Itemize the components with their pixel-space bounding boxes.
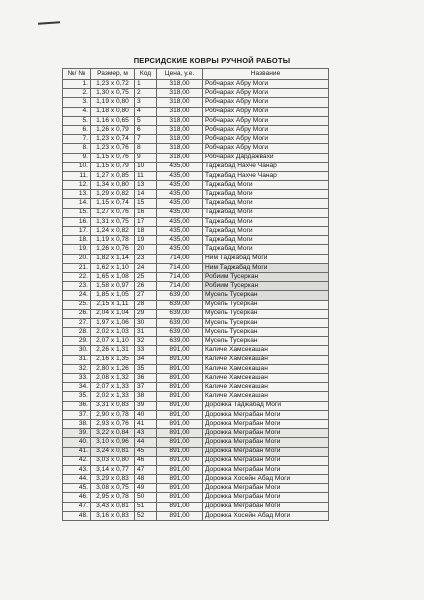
row-price: 435,00 [157, 190, 203, 199]
table-row [63, 392, 329, 401]
row-price: 891,00 [157, 419, 203, 428]
row-name: Ним Таджабад Моги [203, 254, 329, 263]
row-price: 714,00 [157, 263, 203, 272]
carpet-price-table [62, 68, 329, 521]
row-code: 28 [135, 300, 157, 309]
row-size: 1,24 x 0,82 [91, 227, 135, 236]
row-size: 1,34 x 0,80 [91, 181, 135, 190]
row-name: Робчарах Абру Моги [203, 89, 329, 98]
table-row [63, 162, 329, 171]
row-size: 1,16 x 0,65 [91, 116, 135, 125]
row-number: 21. [63, 263, 91, 272]
table-row [63, 291, 329, 300]
row-code: 9 [135, 153, 157, 162]
row-size: 3,14 x 0,77 [91, 465, 135, 474]
row-code: 20 [135, 245, 157, 254]
row-price: 435,00 [157, 171, 203, 180]
row-number: 41. [63, 447, 91, 456]
row-size: 1,27 x 0,76 [91, 208, 135, 217]
row-size: 1,29 x 0,82 [91, 190, 135, 199]
row-number: 27. [63, 318, 91, 327]
row-number: 39. [63, 429, 91, 438]
row-number: 18. [63, 236, 91, 245]
row-price: 891,00 [157, 364, 203, 373]
row-price: 435,00 [157, 208, 203, 217]
column-header-code: Код [135, 69, 157, 80]
row-code: 24 [135, 263, 157, 272]
row-name: Каличе Хамсекашан [203, 355, 329, 364]
row-number: 15. [63, 208, 91, 217]
row-name: Дорожка Хосейн Абад Моги [203, 511, 329, 520]
row-size: 2,15 x 1,11 [91, 300, 135, 309]
row-code: 47 [135, 465, 157, 474]
row-name: Мусель Тусеркан [203, 300, 329, 309]
row-name: Каличе Хамсекашан [203, 383, 329, 392]
row-name: Дорожка Хосейн Абад Моги [203, 475, 329, 484]
table-row [63, 346, 329, 355]
row-code: 45 [135, 447, 157, 456]
row-number: 11. [63, 171, 91, 180]
row-number: 22. [63, 272, 91, 281]
row-price: 435,00 [157, 181, 203, 190]
row-code: 39 [135, 401, 157, 410]
column-header-price: Цена, у.е. [157, 69, 203, 80]
row-name: Дорожка Таджабад Моги [203, 401, 329, 410]
row-size: 1,19 x 0,80 [91, 98, 135, 107]
table-row [63, 217, 329, 226]
row-size: 1,62 x 1,10 [91, 263, 135, 272]
row-size: 2,16 x 1,35 [91, 355, 135, 364]
row-price: 435,00 [157, 162, 203, 171]
row-price: 318,00 [157, 107, 203, 116]
row-size: 2,04 x 1,04 [91, 309, 135, 318]
row-code: 31 [135, 328, 157, 337]
row-name: Таджабад Моги [203, 208, 329, 217]
table-row [63, 419, 329, 428]
table-row [63, 465, 329, 474]
row-price: 435,00 [157, 199, 203, 208]
row-number: 38. [63, 419, 91, 428]
row-name: Робчарах Абру Моги [203, 80, 329, 89]
table-row [63, 80, 329, 89]
column-header-number: №/ № [63, 69, 91, 80]
row-number: 45. [63, 484, 91, 493]
row-price: 639,00 [157, 291, 203, 300]
row-code: 11 [135, 171, 157, 180]
table-row [63, 337, 329, 346]
row-size: 3,24 x 0,81 [91, 447, 135, 456]
row-price: 435,00 [157, 236, 203, 245]
table-row [63, 181, 329, 190]
row-number: 20. [63, 254, 91, 263]
row-price: 891,00 [157, 392, 203, 401]
row-price: 891,00 [157, 511, 203, 520]
row-name: Робчарах Абру Моги [203, 135, 329, 144]
row-price: 435,00 [157, 227, 203, 236]
row-code: 25 [135, 272, 157, 281]
row-size: 2,95 x 0,78 [91, 493, 135, 502]
row-code: 29 [135, 309, 157, 318]
row-price: 318,00 [157, 153, 203, 162]
row-name: Таджабад Моги [203, 227, 329, 236]
row-name: Ним Таджабад Моги [203, 263, 329, 272]
row-name: Робчарах Дардажвахи [203, 153, 329, 162]
row-code: 38 [135, 392, 157, 401]
row-code: 41 [135, 419, 157, 428]
row-code: 48 [135, 475, 157, 484]
table-row [63, 116, 329, 125]
row-code: 4 [135, 107, 157, 116]
row-size: 2,02 x 1,33 [91, 392, 135, 401]
table-row [63, 245, 329, 254]
row-number: 36. [63, 401, 91, 410]
row-price: 891,00 [157, 465, 203, 474]
row-name: Дорожка Меграбан Моги [203, 484, 329, 493]
row-number: 23. [63, 282, 91, 291]
row-number: 3. [63, 98, 91, 107]
table-row [63, 438, 329, 447]
row-name: Дорожка Меграбан Моги [203, 410, 329, 419]
row-price: 318,00 [157, 144, 203, 153]
row-size: 1,30 x 0,75 [91, 89, 135, 98]
row-size: 3,43 x 0,81 [91, 502, 135, 511]
row-size: 2,90 x 0,78 [91, 410, 135, 419]
row-price: 891,00 [157, 447, 203, 456]
table-row [63, 410, 329, 419]
row-name: Мусель Тусеркан [203, 328, 329, 337]
row-size: 1,23 x 0,76 [91, 144, 135, 153]
row-code: 27 [135, 291, 157, 300]
table-row [63, 447, 329, 456]
row-price: 639,00 [157, 337, 203, 346]
row-price: 891,00 [157, 475, 203, 484]
table-row [63, 309, 329, 318]
row-code: 52 [135, 511, 157, 520]
row-number: 17. [63, 227, 91, 236]
row-name: Робчарах Абру Моги [203, 125, 329, 134]
row-number: 9. [63, 153, 91, 162]
row-price: 318,00 [157, 80, 203, 89]
row-size: 2,02 x 1,03 [91, 328, 135, 337]
row-price: 318,00 [157, 89, 203, 98]
row-size: 1,19 x 0,78 [91, 236, 135, 245]
row-price: 435,00 [157, 217, 203, 226]
row-name: Робчарах Абру Моги [203, 98, 329, 107]
table-row [63, 272, 329, 281]
row-name: Робчарах Абру Моги [203, 107, 329, 116]
row-size: 1,15 x 0,76 [91, 153, 135, 162]
table-row [63, 383, 329, 392]
row-code: 15 [135, 199, 157, 208]
table-row [63, 429, 329, 438]
row-number: 30. [63, 346, 91, 355]
row-price: 891,00 [157, 374, 203, 383]
row-price: 318,00 [157, 116, 203, 125]
row-number: 46. [63, 493, 91, 502]
row-size: 3,22 x 0,84 [91, 429, 135, 438]
row-price: 891,00 [157, 401, 203, 410]
row-price: 714,00 [157, 272, 203, 281]
row-code: 5 [135, 116, 157, 125]
table-row [63, 263, 329, 272]
row-name: Дорожка Меграбан Моги [203, 456, 329, 465]
table-row [63, 502, 329, 511]
row-name: Дорожка Меграбан Моги [203, 502, 329, 511]
row-number: 34. [63, 383, 91, 392]
row-size: 1,18 x 0,80 [91, 107, 135, 116]
row-code: 50 [135, 493, 157, 502]
row-size: 1,23 x 0,74 [91, 135, 135, 144]
row-name: Таджабад Нахче Чанар [203, 162, 329, 171]
row-price: 891,00 [157, 456, 203, 465]
row-price: 318,00 [157, 98, 203, 107]
row-number: 42. [63, 456, 91, 465]
row-size: 1,15 x 0,79 [91, 162, 135, 171]
row-number: 1. [63, 80, 91, 89]
row-name: Таджабад Моги [203, 190, 329, 199]
row-size: 3,03 x 0,80 [91, 456, 135, 465]
row-code: 44 [135, 438, 157, 447]
table-row [63, 318, 329, 327]
row-size: 1,23 x 0,72 [91, 80, 135, 89]
row-code: 32 [135, 337, 157, 346]
row-price: 318,00 [157, 125, 203, 134]
row-number: 2. [63, 89, 91, 98]
row-price: 714,00 [157, 254, 203, 263]
row-name: Каличе Хамсекашан [203, 364, 329, 373]
row-code: 43 [135, 429, 157, 438]
table-row [63, 107, 329, 116]
row-size: 2,26 x 1,31 [91, 346, 135, 355]
row-code: 34 [135, 355, 157, 364]
pen-mark [38, 21, 60, 25]
row-price: 435,00 [157, 245, 203, 254]
table-row [63, 282, 329, 291]
row-number: 7. [63, 135, 91, 144]
row-code: 26 [135, 282, 157, 291]
row-name: Робчарах Абру Моги [203, 144, 329, 153]
row-number: 19. [63, 245, 91, 254]
row-name: Мусель Тусеркан [203, 337, 329, 346]
row-price: 891,00 [157, 493, 203, 502]
row-number: 29. [63, 337, 91, 346]
table-row [63, 364, 329, 373]
row-price: 891,00 [157, 355, 203, 364]
row-name: Таджабад Нахче Чанар [203, 171, 329, 180]
table-row [63, 171, 329, 180]
row-price: 891,00 [157, 410, 203, 419]
table-row [63, 355, 329, 364]
table-row [63, 401, 329, 410]
row-code: 3 [135, 98, 157, 107]
row-code: 2 [135, 89, 157, 98]
row-code: 7 [135, 135, 157, 144]
row-code: 49 [135, 484, 157, 493]
row-price: 639,00 [157, 309, 203, 318]
row-code: 19 [135, 236, 157, 245]
row-code: 33 [135, 346, 157, 355]
row-code: 13 [135, 181, 157, 190]
table-row [63, 300, 329, 309]
row-code: 51 [135, 502, 157, 511]
table-row [63, 484, 329, 493]
table-body [63, 80, 329, 521]
table-row [63, 475, 329, 484]
row-size: 1,15 x 0,74 [91, 199, 135, 208]
column-header-size: Размер, м [91, 69, 135, 80]
row-size: 2,93 x 0,76 [91, 419, 135, 428]
row-size: 3,10 x 0,96 [91, 438, 135, 447]
table-row [63, 328, 329, 337]
row-name: Таджабад Моги [203, 199, 329, 208]
row-number: 8. [63, 144, 91, 153]
row-size: 1,58 x 0,97 [91, 282, 135, 291]
row-name: Дорожка Меграбан Моги [203, 429, 329, 438]
row-number: 12. [63, 181, 91, 190]
row-code: 46 [135, 456, 157, 465]
table-row [63, 199, 329, 208]
row-size: 1,97 x 1,06 [91, 318, 135, 327]
row-number: 5. [63, 116, 91, 125]
row-code: 30 [135, 318, 157, 327]
row-size: 3,16 x 0,83 [91, 511, 135, 520]
row-number: 13. [63, 190, 91, 199]
row-name: Каличе Хамсекашан [203, 392, 329, 401]
row-price: 639,00 [157, 300, 203, 309]
row-code: 16 [135, 208, 157, 217]
row-number: 31. [63, 355, 91, 364]
table-row [63, 89, 329, 98]
row-code: 8 [135, 144, 157, 153]
row-name: Дорожка Меграбан Моги [203, 493, 329, 502]
table-row [63, 374, 329, 383]
row-name: Робиим Тусеркан [203, 272, 329, 281]
row-name: Таджабад Моги [203, 245, 329, 254]
row-price: 891,00 [157, 429, 203, 438]
row-name: Дорожка Меграбан Моги [203, 419, 329, 428]
row-size: 1,26 x 0,76 [91, 245, 135, 254]
row-name: Дорожка Меграбан Моги [203, 438, 329, 447]
table-row [63, 227, 329, 236]
row-size: 1,65 x 1,08 [91, 272, 135, 281]
row-price: 714,00 [157, 282, 203, 291]
table-row [63, 125, 329, 134]
row-name: Мусель Тусеркан [203, 318, 329, 327]
row-code: 1 [135, 80, 157, 89]
table-row [63, 456, 329, 465]
row-name: Робиим Тусеркан [203, 282, 329, 291]
row-number: 37. [63, 410, 91, 419]
row-name: Таджабад Моги [203, 181, 329, 190]
row-code: 35 [135, 364, 157, 373]
row-number: 14. [63, 199, 91, 208]
table-row [63, 190, 329, 199]
row-size: 2,07 x 1,33 [91, 383, 135, 392]
row-price: 891,00 [157, 502, 203, 511]
row-number: 33. [63, 374, 91, 383]
table-row [63, 144, 329, 153]
row-number: 25. [63, 300, 91, 309]
row-price: 318,00 [157, 135, 203, 144]
row-number: 28. [63, 328, 91, 337]
row-number: 32. [63, 364, 91, 373]
row-price: 891,00 [157, 383, 203, 392]
row-size: 1,82 x 1,14 [91, 254, 135, 263]
row-number: 44. [63, 475, 91, 484]
row-code: 37 [135, 383, 157, 392]
row-code: 14 [135, 190, 157, 199]
row-number: 16. [63, 217, 91, 226]
row-code: 17 [135, 217, 157, 226]
row-code: 40 [135, 410, 157, 419]
row-number: 26. [63, 309, 91, 318]
row-number: 35. [63, 392, 91, 401]
row-price: 639,00 [157, 318, 203, 327]
row-size: 1,85 x 1,05 [91, 291, 135, 300]
table-row [63, 153, 329, 162]
row-number: 40. [63, 438, 91, 447]
row-name: Дорожка Меграбан Моги [203, 447, 329, 456]
row-name: Робчарах Абру Моги [203, 116, 329, 125]
row-number: 4. [63, 107, 91, 116]
table-row [63, 208, 329, 217]
page-title: ПЕРСИДСКИЕ КОВРЫ РУЧНОЙ РАБОТЫ [133, 56, 291, 65]
row-price: 891,00 [157, 438, 203, 447]
row-price: 639,00 [157, 328, 203, 337]
row-name: Мусель Тусеркан [203, 309, 329, 318]
row-name: Дорожка Меграбан Моги [203, 465, 329, 474]
row-size: 1,31 x 0,75 [91, 217, 135, 226]
row-price: 891,00 [157, 346, 203, 355]
row-size: 2,80 x 1,26 [91, 364, 135, 373]
row-price: 891,00 [157, 484, 203, 493]
table-row [63, 493, 329, 502]
row-code: 10 [135, 162, 157, 171]
row-size: 3,29 x 0,83 [91, 475, 135, 484]
table-row [63, 511, 329, 520]
row-name: Мусель Тусеркан [203, 291, 329, 300]
row-number: 47. [63, 502, 91, 511]
table-header-row [63, 69, 329, 80]
table-row [63, 254, 329, 263]
row-name: Таджабад Моги [203, 217, 329, 226]
column-header-name: Название [203, 69, 329, 80]
row-name: Каличе Хамсекашан [203, 374, 329, 383]
row-size: 2,07 x 1,10 [91, 337, 135, 346]
row-number: 6. [63, 125, 91, 134]
table-row [63, 236, 329, 245]
row-code: 36 [135, 374, 157, 383]
row-size: 3,08 x 0,75 [91, 484, 135, 493]
row-name: Каличе Хамсекашан [203, 346, 329, 355]
row-size: 2,08 x 1,32 [91, 374, 135, 383]
row-name: Таджабад Моги [203, 236, 329, 245]
row-number: 48. [63, 511, 91, 520]
table-row [63, 135, 329, 144]
row-code: 6 [135, 125, 157, 134]
row-number: 24. [63, 291, 91, 300]
row-code: 18 [135, 227, 157, 236]
row-size: 1,27 x 0,85 [91, 171, 135, 180]
row-size: 3,31 x 0,83 [91, 401, 135, 410]
table-row [63, 98, 329, 107]
row-number: 43. [63, 465, 91, 474]
row-code: 23 [135, 254, 157, 263]
row-number: 10. [63, 162, 91, 171]
row-size: 1,26 x 0,79 [91, 125, 135, 134]
